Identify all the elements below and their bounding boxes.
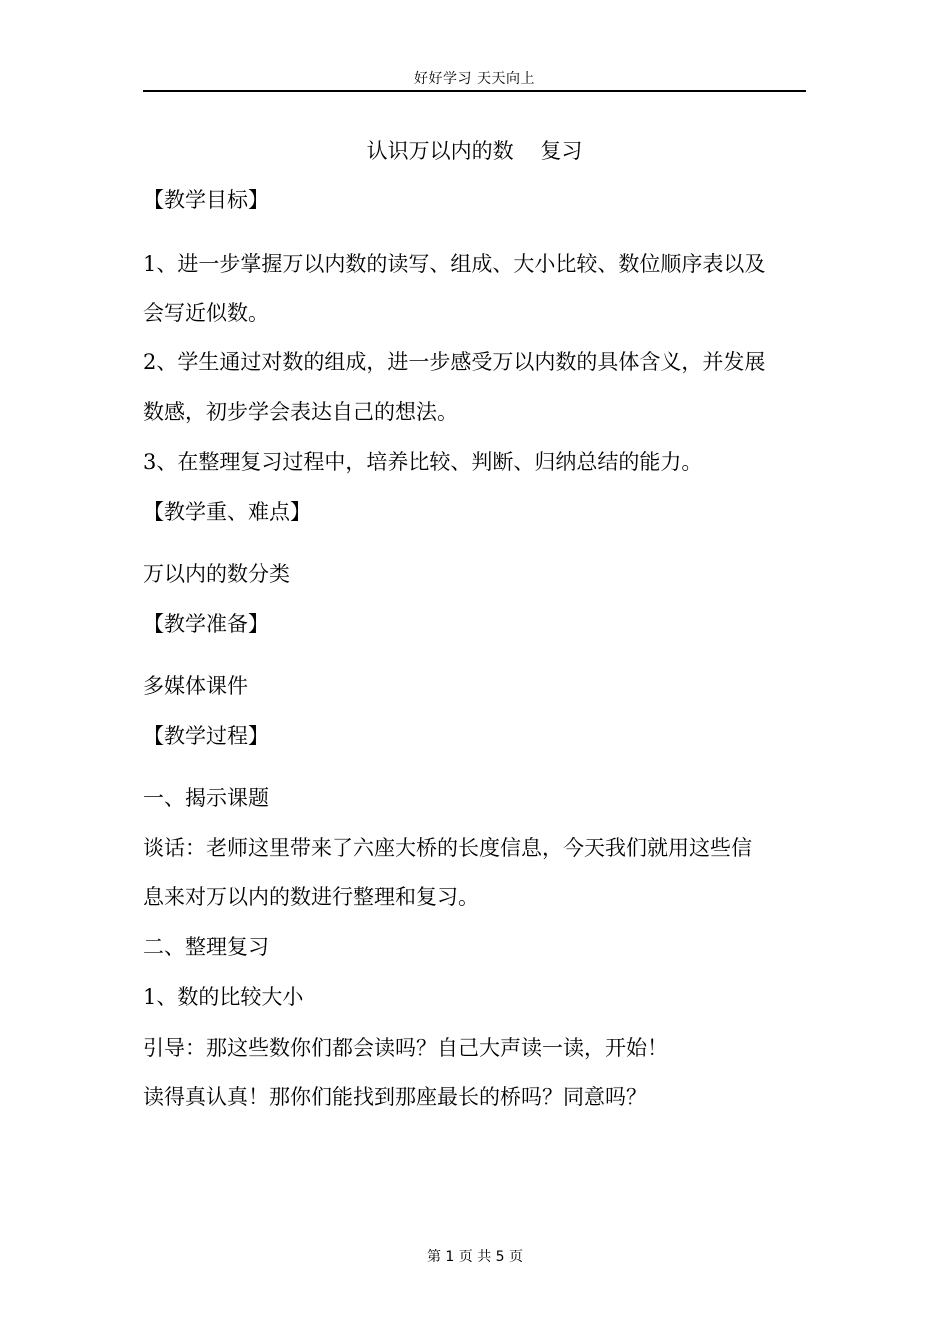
objective-1-line-2: 会写近似数。 [143,301,269,325]
praise-text: 读得真认真！那你们能找到那座最长的桥吗？同意吗？ [143,1085,647,1109]
page-header [143,68,806,92]
document-title: 认识万以内的数 复习 [366,139,583,163]
objective-2-line-2: 数感，初步学会表达自己的想法。 [143,400,458,424]
objective-1-line-1: 1、进一步掌握万以内数的读写、组成、大小比较、数位顺序表以及 [143,252,766,276]
section-heading-process: 【教学过程】 [143,724,269,748]
process-step-1-heading: 一、揭示课题 [143,786,269,810]
talk-line-2: 息来对万以内的数进行整理和复习。 [143,885,479,909]
section-heading-objectives: 【教学目标】 [143,188,269,212]
key-points-text: 万以内的数分类 [143,562,290,586]
objective-2-line-1: 2、学生通过对数的组成，进一步感受万以内数的具体含义，并发展 [143,350,766,374]
header-text: 好好学习 天天向上 [414,71,535,87]
section-heading-preparation: 【教学准备】 [143,612,269,636]
guide-text: 引导：那这些数你们都会读吗？自己大声读一读，开始！ [143,1036,668,1060]
page-footer: 第 1 页 共 5 页 [426,1249,524,1265]
objective-3: 3、在整理复习过程中，培养比较、判断、归纳总结的能力。 [143,450,703,474]
talk-line-1: 谈话：老师这里带来了六座大桥的长度信息，今天我们就用这些信 [143,836,752,860]
section-heading-key-points: 【教学重、难点】 [143,500,311,524]
subsection-compare-numbers: 1、数的比较大小 [143,985,304,1009]
preparation-text: 多媒体课件 [143,674,248,698]
process-step-2-heading: 二、整理复习 [143,935,269,959]
